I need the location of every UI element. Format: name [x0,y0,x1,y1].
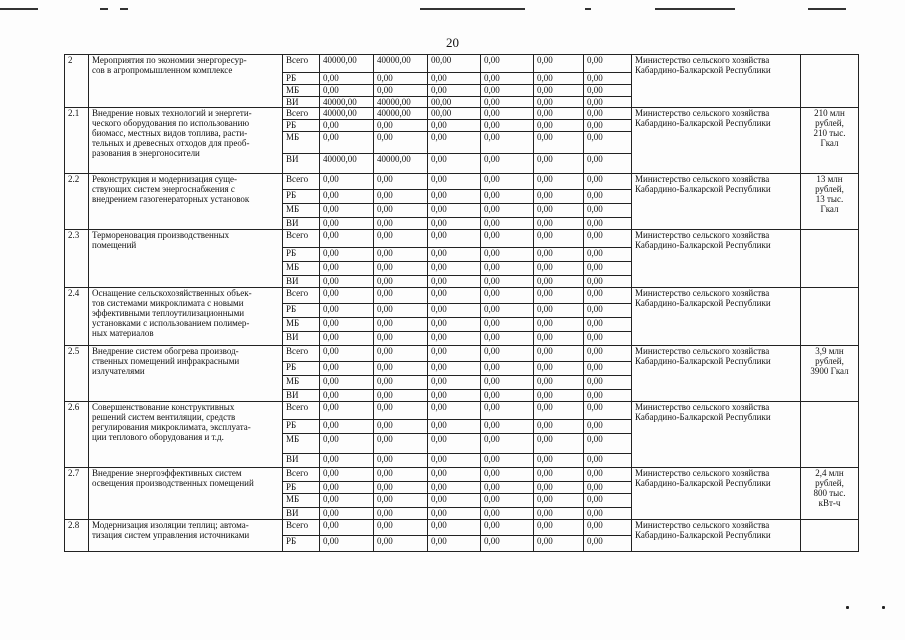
table-row [65,108,859,120]
expected-result: 3,9 млн рублей, 3900 Гкал [801,346,859,402]
amount-cell: 0,00 [374,132,428,154]
amount-cell: 0,00 [374,332,428,346]
item-number: 2.5 [65,346,89,402]
amount-cell: 0,00 [428,73,481,85]
amount-cell: 0,00 [374,204,428,218]
amount-cell: 0,00 [534,508,584,520]
amount-cell: 40000,00 [320,97,374,108]
amount-cell: 0,00 [320,230,374,248]
funding-source: РБ [283,536,320,552]
table-row [65,468,859,482]
amount-cell: 0,00 [534,276,584,288]
amount-cell: 0,00 [584,174,632,190]
scan-mark [420,8,525,10]
amount-cell: 0,00 [534,230,584,248]
amount-cell: 0,00 [374,276,428,288]
amount-cell: 40000,00 [320,55,374,73]
amount-cell: 00,00 [428,108,481,120]
amount-cell: 0,00 [481,55,534,73]
amount-cell: 0,00 [534,494,584,508]
funding-source: МБ [283,318,320,332]
amount-cell: 0,00 [374,230,428,248]
amount-cell: 0,00 [374,536,428,552]
amount-cell: 0,00 [481,346,534,362]
expected-result [801,230,859,288]
amount-cell: 0,00 [374,120,428,132]
amount-cell: 0,00 [481,190,534,204]
amount-cell: 0,00 [428,468,481,482]
amount-cell: 0,00 [534,434,584,454]
scan-mark [120,8,128,10]
amount-cell: 0,00 [428,288,481,304]
amount-cell: 0,00 [428,204,481,218]
funding-source: РБ [283,482,320,494]
amount-cell: 0,00 [584,288,632,304]
funding-source: Всего [283,468,320,482]
item-number: 2.8 [65,520,89,552]
funding-source: Всего [283,520,320,536]
responsible-ministry: Министерство сельского хозяйства Кабардино-Балкарской Республики [632,174,801,230]
amount-cell: 0,00 [534,318,584,332]
amount-cell: 0,00 [481,434,534,454]
table-body [65,55,859,552]
table-row [65,346,859,362]
amount-cell: 0,00 [320,494,374,508]
item-number: 2.6 [65,402,89,468]
amount-cell: 0,00 [534,97,584,108]
amount-cell: 0,00 [428,132,481,154]
funding-source: РБ [283,362,320,376]
amount-cell: 0,00 [481,276,534,288]
item-description: Внедрение новых технологий и энергети- ческого оборудования по использованию биомасс, местных видов топлива, расти- тельных и древесных отходов для преоб- разования в энергоносители [89,108,283,174]
amount-cell: 0,00 [584,108,632,120]
amount-cell: 0,00 [534,482,584,494]
responsible-ministry: Министерство сельского хозяйства Кабардино-Балкарской Республики [632,520,801,552]
scan-mark [0,8,38,10]
amount-cell: 0,00 [534,55,584,73]
amount-cell: 0,00 [584,536,632,552]
item-description: Модернизация изоляции теплиц; автома- тизация систем управления источниками [89,520,283,552]
amount-cell: 0,00 [374,346,428,362]
funding-source: Всего [283,174,320,190]
funding-source: Всего [283,108,320,120]
amount-cell: 0,00 [320,304,374,318]
amount-cell: 0,00 [320,132,374,154]
expected-result: 210 млн рублей, 210 тыс. Гкал [801,108,859,174]
item-description: Внедрение энергоэффективных систем освещения производственных помещений [89,468,283,520]
amount-cell: 0,00 [374,508,428,520]
amount-cell: 0,00 [320,454,374,468]
amount-cell: 0,00 [534,390,584,402]
amount-cell: 0,00 [428,332,481,346]
scan-mark [585,8,591,10]
item-description: Оснащение сельскохозяйственных объек- тов системами микроклимата с новыми эффективными теплоутилизационными установками с использованием полимер- ных материалов [89,288,283,346]
amount-cell: 0,00 [534,420,584,434]
amount-cell: 0,00 [584,362,632,376]
amount-cell: 0,00 [428,218,481,230]
funding-source: ВИ [283,154,320,174]
scan-mark [100,8,108,10]
amount-cell: 0,00 [374,288,428,304]
amount-cell: 0,00 [481,73,534,85]
amount-cell: 40000,00 [320,108,374,120]
amount-cell: 0,00 [584,376,632,390]
amount-cell: 0,00 [320,468,374,482]
amount-cell: 0,00 [584,248,632,262]
amount-cell: 0,00 [584,154,632,174]
amount-cell: 40000,00 [374,55,428,73]
amount-cell: 0,00 [428,402,481,420]
amount-cell: 0,00 [534,536,584,552]
amount-cell: 0,00 [320,346,374,362]
amount-cell: 0,00 [534,190,584,204]
item-number: 2.7 [65,468,89,520]
funding-source: Всего [283,230,320,248]
funding-source: ВИ [283,276,320,288]
amount-cell: 0,00 [320,508,374,520]
amount-cell: 0,00 [481,230,534,248]
funding-source: МБ [283,262,320,276]
item-number: 2 [65,55,89,108]
amount-cell: 0,00 [481,494,534,508]
amount-cell: 0,00 [428,454,481,468]
funding-source: ВИ [283,390,320,402]
amount-cell: 0,00 [428,276,481,288]
table-row [65,55,859,73]
amount-cell: 0,00 [428,362,481,376]
amount-cell: 0,00 [428,85,481,97]
amount-cell: 0,00 [534,120,584,132]
expected-result [801,402,859,468]
amount-cell: 0,00 [584,468,632,482]
amount-cell: 0,00 [481,304,534,318]
amount-cell: 0,00 [374,362,428,376]
amount-cell: 0,00 [584,97,632,108]
amount-cell: 0,00 [374,174,428,190]
amount-cell: 0,00 [534,376,584,390]
amount-cell: 0,00 [374,494,428,508]
amount-cell: 0,00 [481,390,534,402]
amount-cell: 0,00 [374,318,428,332]
responsible-ministry: Министерство сельского хозяйства Кабардино-Балкарской Республики [632,402,801,468]
amount-cell: 0,00 [320,420,374,434]
amount-cell: 40000,00 [320,154,374,174]
funding-source: МБ [283,494,320,508]
amount-cell: 0,00 [584,276,632,288]
amount-cell: 0,00 [534,332,584,346]
table-row [65,174,859,190]
amount-cell: 0,00 [374,520,428,536]
amount-cell: 0,00 [320,262,374,276]
expected-result [801,288,859,346]
responsible-ministry: Министерство сельского хозяйства Кабардино-Балкарской Республики [632,346,801,402]
amount-cell: 0,00 [584,494,632,508]
amount-cell: 0,00 [481,154,534,174]
amount-cell: 0,00 [584,520,632,536]
amount-cell: 40000,00 [374,108,428,120]
amount-cell: 0,00 [374,262,428,276]
amount-cell: 0,00 [481,508,534,520]
amount-cell: 0,00 [320,190,374,204]
amount-cell: 0,00 [374,390,428,402]
funding-source: РБ [283,248,320,262]
amount-cell: 0,00 [374,73,428,85]
amount-cell: 0,00 [481,218,534,230]
amount-cell: 0,00 [481,536,534,552]
amount-cell: 0,00 [428,174,481,190]
amount-cell: 0,00 [428,248,481,262]
amount-cell: 0,00 [374,402,428,420]
funding-source: РБ [283,190,320,204]
amount-cell: 0,00 [584,304,632,318]
amount-cell: 0,00 [481,402,534,420]
amount-cell: 0,00 [428,262,481,276]
amount-cell: 0,00 [320,120,374,132]
item-description: Совершенствование конструктивных решений систем вентиляции, средств регулирования микроклимата, эксплуата- ции теплового оборудования и т.д. [89,402,283,468]
amount-cell: 0,00 [481,454,534,468]
expected-result [801,55,859,108]
item-number: 2.3 [65,230,89,288]
responsible-ministry: Министерство сельского хозяйства Кабардино-Балкарской Республики [632,230,801,288]
funding-source: ВИ [283,332,320,346]
amount-cell: 0,00 [374,190,428,204]
amount-cell: 0,00 [584,85,632,97]
amount-cell: 0,00 [481,174,534,190]
amount-cell: 0,00 [481,332,534,346]
amount-cell: 0,00 [428,420,481,434]
amount-cell: 0,00 [584,508,632,520]
item-number: 2.1 [65,108,89,174]
amount-cell: 0,00 [320,85,374,97]
amount-cell: 0,00 [320,362,374,376]
responsible-ministry: Министерство сельского хозяйства Кабардино-Балкарской Республики [632,288,801,346]
amount-cell: 0,00 [428,154,481,174]
amount-cell: 0,00 [481,120,534,132]
amount-cell: 0,00 [481,376,534,390]
amount-cell: 0,00 [320,482,374,494]
amount-cell: 0,00 [584,120,632,132]
amount-cell: 0,00 [534,402,584,420]
amount-cell: 0,00 [428,230,481,248]
responsible-ministry: Министерство сельского хозяйства Кабардино-Балкарской Республики [632,55,801,108]
amount-cell: 0,00 [320,332,374,346]
amount-cell: 0,00 [534,346,584,362]
amount-cell: 0,00 [481,420,534,434]
funding-source: РБ [283,304,320,318]
amount-cell: 0,00 [534,154,584,174]
amount-cell: 0,00 [534,248,584,262]
amount-cell: 0,00 [584,402,632,420]
amount-cell: 0,00 [374,248,428,262]
amount-cell: 0,00 [374,482,428,494]
amount-cell: 0,00 [481,108,534,120]
amount-cell: 0,00 [481,204,534,218]
amount-cell: 0,00 [534,262,584,276]
amount-cell: 0,00 [428,304,481,318]
amount-cell: 0,00 [374,434,428,454]
funding-source: Всего [283,346,320,362]
amount-cell: 0,00 [428,120,481,132]
amount-cell: 0,00 [320,318,374,332]
scan-mark [655,8,735,10]
amount-cell: 0,00 [584,132,632,154]
amount-cell: 0,00 [428,346,481,362]
amount-cell: 0,00 [534,218,584,230]
responsible-ministry: Министерство сельского хозяйства Кабардино-Балкарской Республики [632,468,801,520]
budget-table [64,54,859,552]
funding-source: РБ [283,73,320,85]
amount-cell: 0,00 [584,454,632,468]
funding-source: РБ [283,420,320,434]
amount-cell: 0,00 [481,362,534,376]
amount-cell: 0,00 [428,494,481,508]
scan-speck [846,606,849,609]
table-row [65,402,859,420]
amount-cell: 0,00 [534,304,584,318]
funding-source: МБ [283,132,320,154]
amount-cell: 0,00 [584,262,632,276]
table-row [65,230,859,248]
amount-cell: 0,00 [534,132,584,154]
amount-cell: 0,00 [584,218,632,230]
amount-cell: 0,00 [534,288,584,304]
responsible-ministry: Министерство сельского хозяйства Кабардино-Балкарской Республики [632,108,801,174]
amount-cell: 0,00 [481,468,534,482]
amount-cell: 0,00 [584,346,632,362]
table-row [65,520,859,536]
amount-cell: 0,00 [534,204,584,218]
amount-cell: 0,00 [584,230,632,248]
amount-cell: 0,00 [320,73,374,85]
amount-cell: 0,00 [374,376,428,390]
scan-speck [882,606,885,609]
amount-cell: 0,00 [584,332,632,346]
amount-cell: 0,00 [584,190,632,204]
amount-cell: 0,00 [320,390,374,402]
amount-cell: 0,00 [584,434,632,454]
expected-result [801,520,859,552]
amount-cell: 0,00 [320,174,374,190]
amount-cell: 0,00 [481,520,534,536]
amount-cell: 0,00 [320,402,374,420]
expected-result: 13 млн рублей, 13 тыс. Гкал [801,174,859,230]
amount-cell: 0,00 [534,85,584,97]
amount-cell: 0,00 [481,248,534,262]
item-description: Реконструкция и модернизация суще- ствующих систем энергоснабжения с внедрением газогенераторных установок [89,174,283,230]
item-number: 2.4 [65,288,89,346]
funding-source: Всего [283,288,320,304]
funding-source: РБ [283,120,320,132]
funding-source: ВИ [283,97,320,108]
amount-cell: 0,00 [584,73,632,85]
amount-cell: 0,00 [320,288,374,304]
funding-source: ВИ [283,454,320,468]
amount-cell: 0,00 [428,318,481,332]
scan-mark [808,8,846,10]
amount-cell: 0,00 [584,318,632,332]
amount-cell: 00,00 [428,97,481,108]
amount-cell: 0,00 [374,304,428,318]
amount-cell: 0,00 [584,482,632,494]
amount-cell: 0,00 [374,85,428,97]
amount-cell: 0,00 [428,482,481,494]
amount-cell: 0,00 [320,218,374,230]
amount-cell: 0,00 [481,262,534,276]
item-description: Терморенoвация производственных помещений [89,230,283,288]
amount-cell: 0,00 [534,362,584,376]
amount-cell: 0,00 [374,454,428,468]
amount-cell: 0,00 [374,218,428,230]
amount-cell: 0,00 [428,520,481,536]
amount-cell: 0,00 [428,434,481,454]
amount-cell: 0,00 [320,204,374,218]
funding-source: МБ [283,85,320,97]
page-number: 20 [446,35,459,50]
amount-cell: 0,00 [534,520,584,536]
funding-source: Всего [283,55,320,73]
amount-cell: 0,00 [481,132,534,154]
amount-cell: 0,00 [320,434,374,454]
amount-cell: 0,00 [584,420,632,434]
amount-cell: 0,00 [481,482,534,494]
amount-cell: 0,00 [428,536,481,552]
amount-cell: 0,00 [481,288,534,304]
amount-cell: 0,00 [534,174,584,190]
funding-source: МБ [283,376,320,390]
amount-cell: 0,00 [428,376,481,390]
amount-cell: 0,00 [374,468,428,482]
amount-cell: 0,00 [428,190,481,204]
funding-source: ВИ [283,218,320,230]
funding-source: ВИ [283,508,320,520]
amount-cell: 40000,00 [374,97,428,108]
amount-cell: 40000,00 [374,154,428,174]
item-description: Внедрение систем обогрева производ- ственных помещений инфракрасными излучателями [89,346,283,402]
amount-cell: 0,00 [320,276,374,288]
amount-cell: 0,00 [481,85,534,97]
funding-source: МБ [283,204,320,218]
item-number: 2.2 [65,174,89,230]
amount-cell: 0,00 [428,508,481,520]
funding-source: МБ [283,434,320,454]
amount-cell: 0,00 [481,318,534,332]
amount-cell: 0,00 [534,73,584,85]
amount-cell: 0,00 [534,108,584,120]
amount-cell: 0,00 [584,204,632,218]
table-row [65,288,859,304]
amount-cell: 0,00 [320,520,374,536]
amount-cell: 0,00 [584,55,632,73]
amount-cell: 00,00 [428,55,481,73]
amount-cell: 0,00 [534,454,584,468]
amount-cell: 0,00 [374,420,428,434]
item-description: Мероприятия по экономии энергоресур- сов в агропромышленном комплексе [89,55,283,108]
funding-source: Всего [283,402,320,420]
amount-cell: 0,00 [584,390,632,402]
amount-cell: 0,00 [481,97,534,108]
amount-cell: 0,00 [534,468,584,482]
amount-cell: 0,00 [428,390,481,402]
amount-cell: 0,00 [320,536,374,552]
amount-cell: 0,00 [320,248,374,262]
amount-cell: 0,00 [320,376,374,390]
expected-result: 2,4 млн рублей, 800 тыс. кВт-ч [801,468,859,520]
